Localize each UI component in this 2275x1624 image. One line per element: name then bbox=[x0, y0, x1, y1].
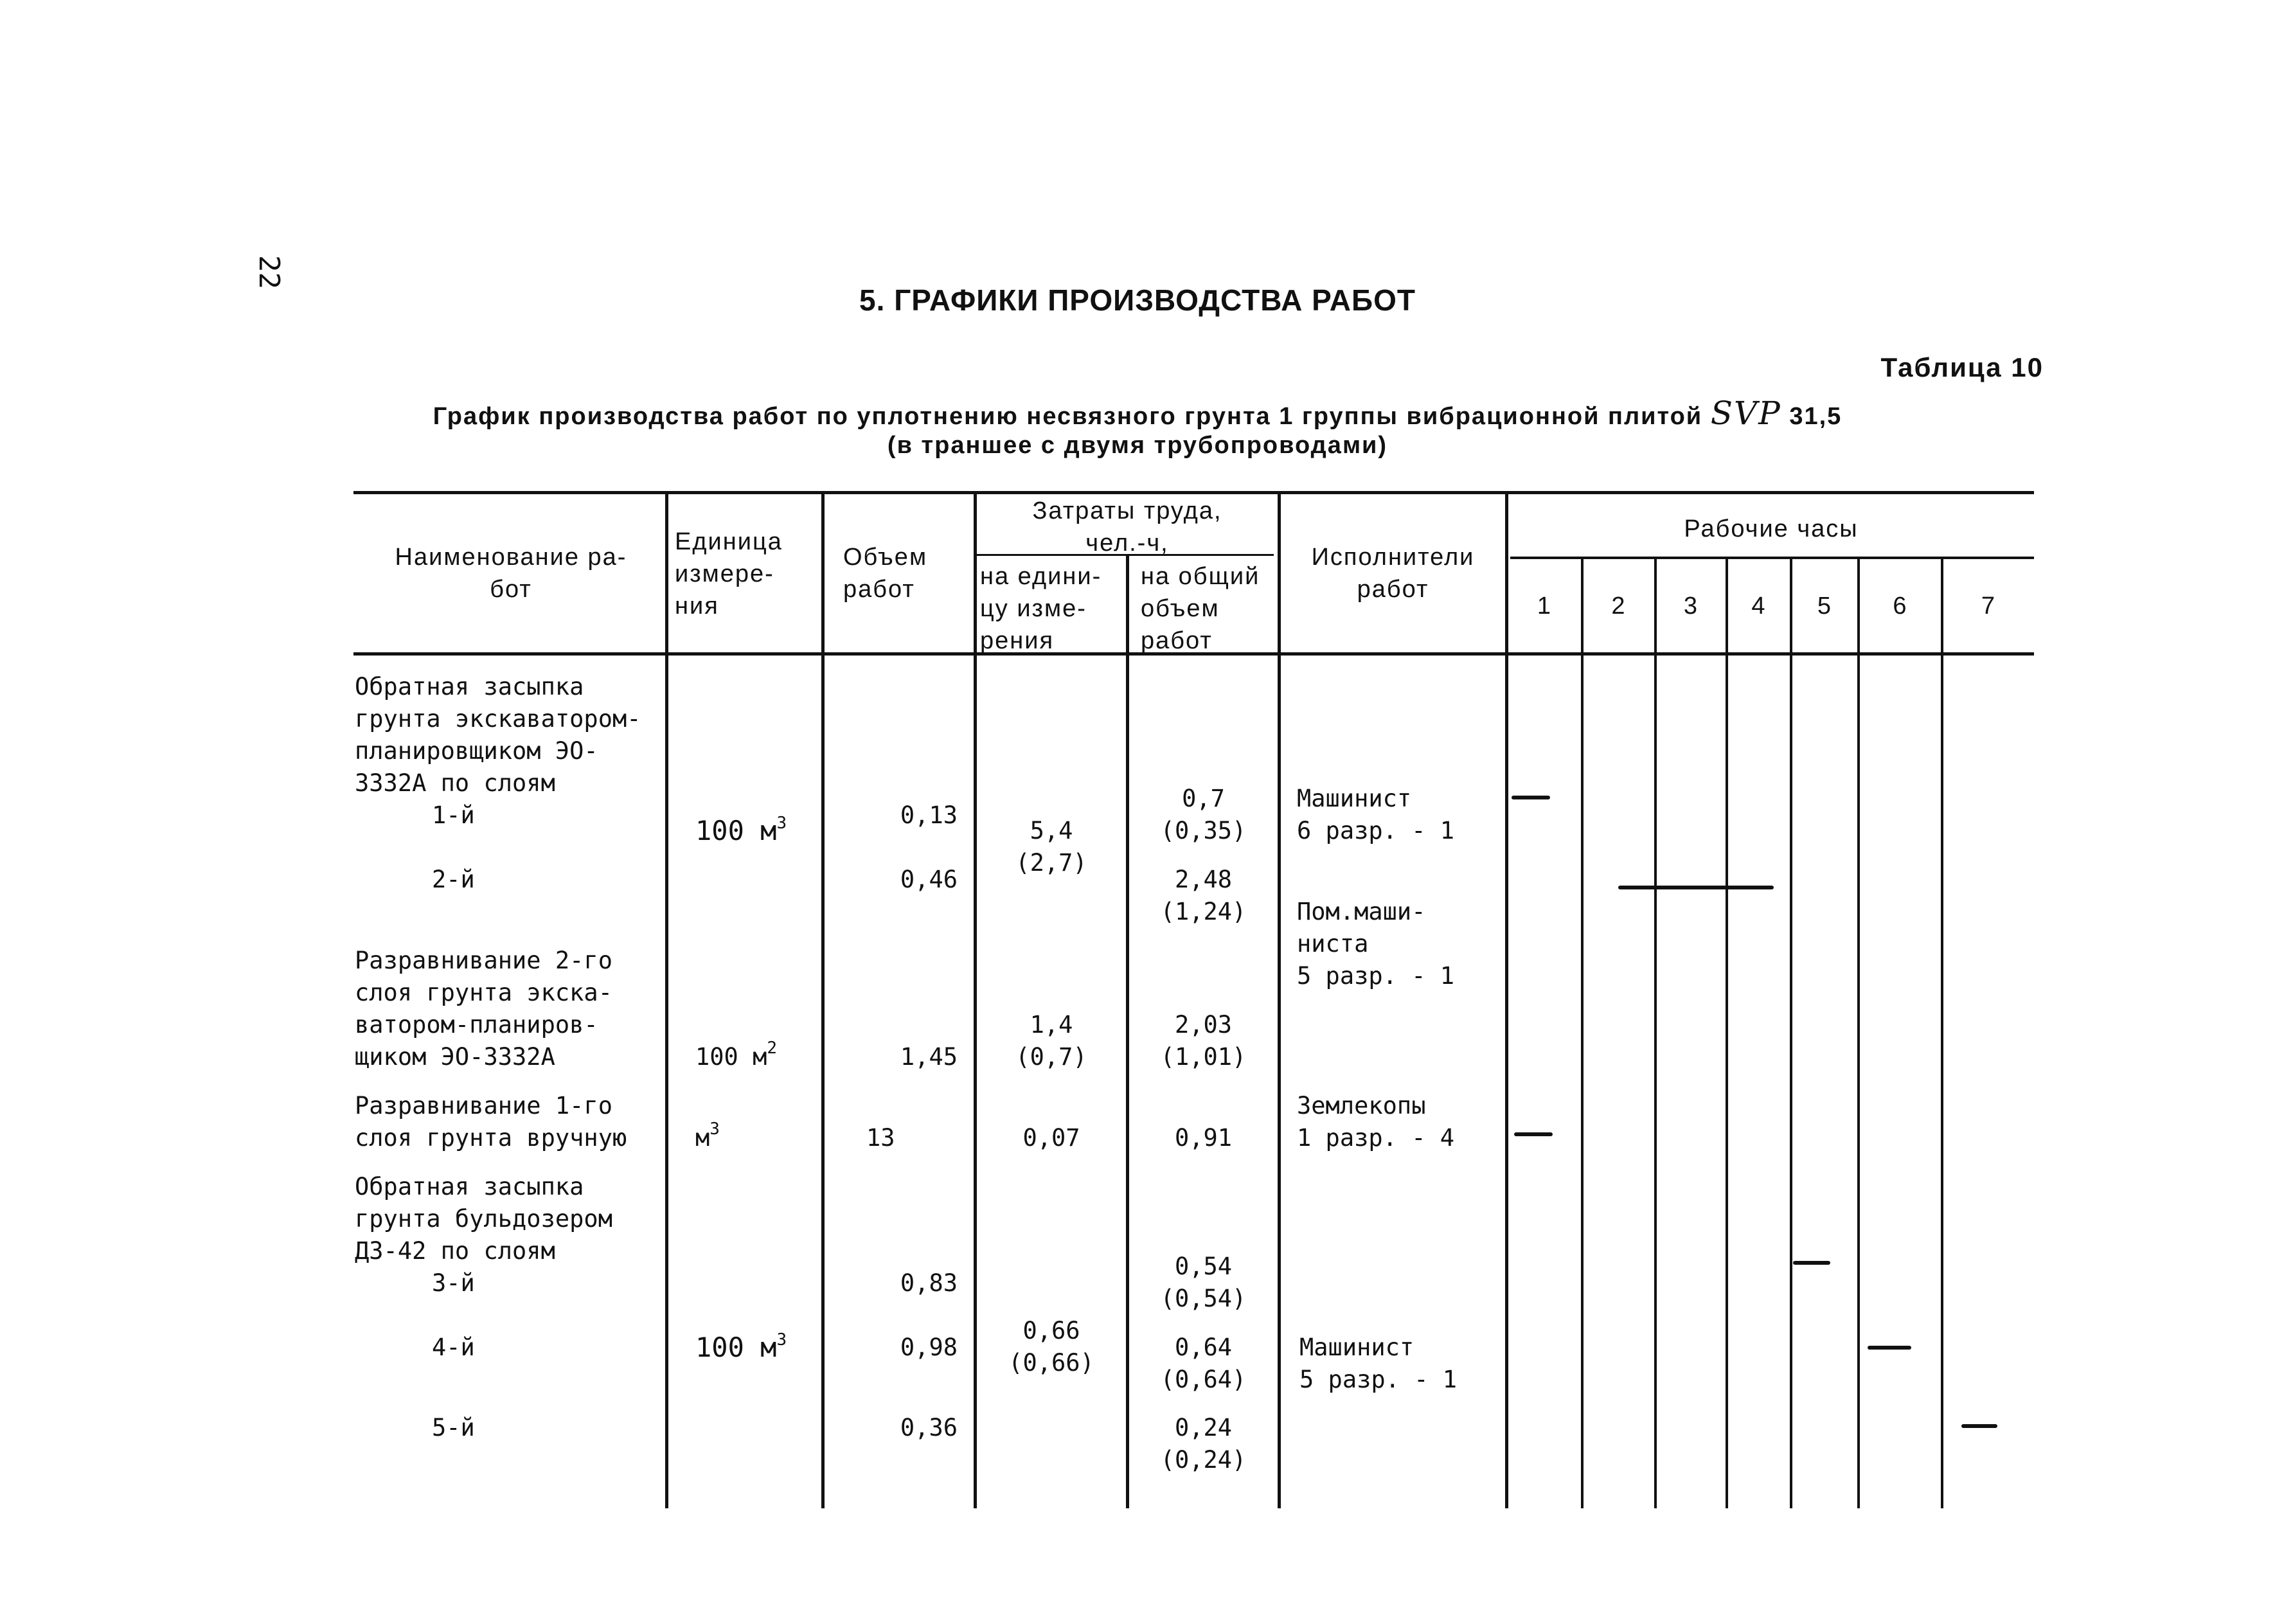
r1-workers-assistant: Пом.маши- ниста 5 разр. - 1 bbox=[1297, 898, 1455, 990]
r1-unit: 100 $м^3$ bbox=[695, 814, 787, 846]
hour-col-4: 4 bbox=[1751, 593, 1767, 620]
hour-col-3: 3 bbox=[1683, 593, 1699, 620]
caption-suffix: 31,5 bbox=[1789, 403, 1842, 430]
r1-volume-1: 0,13 bbox=[900, 801, 958, 829]
r3-labor-per-unit: 0,07 bbox=[1022, 1124, 1080, 1152]
header-workers: Исполнители работ bbox=[1311, 544, 1475, 603]
caption-model: SVP bbox=[1710, 395, 1781, 432]
r4-labor-total-5: 0,24 (0,24) bbox=[1160, 1414, 1247, 1474]
r4-labor-per-unit: 0,66 (0,66) bbox=[1008, 1317, 1094, 1377]
section-title: 5. ГРАФИКИ ПРОИЗВОДСТВА РАБОТ bbox=[859, 283, 1416, 317]
col-divider-2 bbox=[821, 491, 825, 1508]
gantt-bar-r3 bbox=[1514, 1132, 1553, 1136]
r4-work-name: Обратная засыпка грунта бульдозером ДЗ-42 по слоям bbox=[355, 1173, 612, 1265]
r2-unit: 100 $м^2$ bbox=[695, 1039, 778, 1071]
r3-workers: Землекопы 1 разр. - 4 bbox=[1297, 1092, 1455, 1152]
col-divider-1 bbox=[665, 491, 668, 1508]
table-top-rule bbox=[353, 491, 2034, 494]
r1-labor-total-1: 0,7 (0,35) bbox=[1160, 785, 1247, 844]
header-labor-per-unit: на едини- цу изме- рения bbox=[980, 563, 1102, 654]
hour-divider-6 bbox=[1941, 557, 1943, 1508]
r2-labor-total: 2,03 (1,01) bbox=[1160, 1011, 1247, 1071]
hour-col-7: 7 bbox=[1981, 593, 1997, 620]
r4-volume-4: 0,98 bbox=[900, 1334, 958, 1361]
r4-workers: Машинист 5 разр. - 1 bbox=[1299, 1334, 1458, 1393]
hour-divider-1 bbox=[1581, 557, 1584, 1508]
gantt-bar-r1-layer1 bbox=[1512, 796, 1550, 799]
gantt-bar-r1-layer2 bbox=[1618, 886, 1774, 889]
r2-work-name: Разравнивание 2-го слоя грунта экска- ватором-планиров- щиком ЭО-3332А bbox=[355, 947, 612, 1071]
table-caption-line1 bbox=[0, 395, 2275, 432]
r2-volume: 1,45 bbox=[900, 1043, 958, 1071]
table-label: Таблица 10 bbox=[1880, 352, 2044, 382]
r4-labor-total-4: 0,64 (0,64) bbox=[1160, 1334, 1247, 1393]
hour-col-5: 5 bbox=[1817, 593, 1833, 620]
r3-labor-total: 0,91 bbox=[1174, 1124, 1233, 1152]
hour-col-2: 2 bbox=[1611, 593, 1627, 620]
r4-volume-5: 0,36 bbox=[900, 1414, 958, 1441]
hour-col-6: 6 bbox=[1893, 593, 1908, 620]
header-labor: Затраты труда, чел.-ч, bbox=[1032, 497, 1222, 557]
r1-layer-1: 1-й bbox=[432, 801, 475, 829]
header-unit: Единица измере- ния bbox=[675, 528, 783, 620]
hour-divider-2 bbox=[1654, 557, 1657, 1508]
gantt-bar-r4-layer5 bbox=[1961, 1424, 1997, 1428]
r1-layer-2: 2-й bbox=[432, 866, 475, 893]
r3-work-name: Разравнивание 1-го слоя грунта вручную bbox=[355, 1092, 627, 1152]
r1-workers: Машинист 6 разр. - 1 bbox=[1297, 785, 1455, 844]
col-divider-5 bbox=[1278, 491, 1281, 1508]
page-number: 22 bbox=[252, 255, 285, 289]
hour-divider-5 bbox=[1857, 557, 1860, 1508]
hours-sub-rule bbox=[1510, 557, 2034, 559]
r1-labor-total-2: 2,48 (1,24) bbox=[1160, 866, 1247, 925]
header-work-name: Наименование ра- бот bbox=[395, 544, 627, 603]
header-working-hours: Рабочие часы bbox=[1684, 515, 1859, 542]
hour-divider-4 bbox=[1790, 557, 1792, 1508]
r4-layer-3: 3-й bbox=[432, 1269, 475, 1297]
r4-layer-4: 4-й bbox=[432, 1334, 475, 1361]
header-labor-total: на общий объем работ bbox=[1141, 563, 1260, 654]
table-caption-line2: (в траншее с двумя трубопроводами) bbox=[887, 432, 1388, 459]
hour-divider-3 bbox=[1726, 557, 1728, 1508]
caption-text: График производства работ по уплотнению несвязного грунта 1 группы вибрационной плитой bbox=[433, 403, 1703, 430]
r4-labor-total-3: 0,54 (0,54) bbox=[1160, 1253, 1247, 1312]
hour-col-1: 1 bbox=[1537, 593, 1553, 620]
gantt-bar-r4-layer3 bbox=[1793, 1261, 1830, 1265]
r4-unit: 100 $м^3$ bbox=[695, 1330, 787, 1363]
r4-volume-3: 0,83 bbox=[900, 1269, 958, 1297]
r4-layer-5: 5-й bbox=[432, 1414, 475, 1441]
r1-work-name: Обратная засыпка грунта экскаватором- планировщиком ЭО- 3332А по слоям bbox=[355, 673, 641, 797]
header-volume: Объем работ bbox=[843, 544, 928, 603]
r2-labor-per-unit: 1,4 (0,7) bbox=[1015, 1011, 1087, 1071]
r1-labor-per-unit: 5,4 (2,7) bbox=[1015, 817, 1087, 877]
col-divider-6 bbox=[1505, 491, 1508, 1508]
r3-volume: 13 bbox=[866, 1124, 895, 1152]
gantt-bar-r4-layer4 bbox=[1868, 1346, 1911, 1350]
r3-unit: $м^3$ bbox=[695, 1120, 720, 1152]
r1-volume-2: 0,46 bbox=[900, 866, 958, 893]
